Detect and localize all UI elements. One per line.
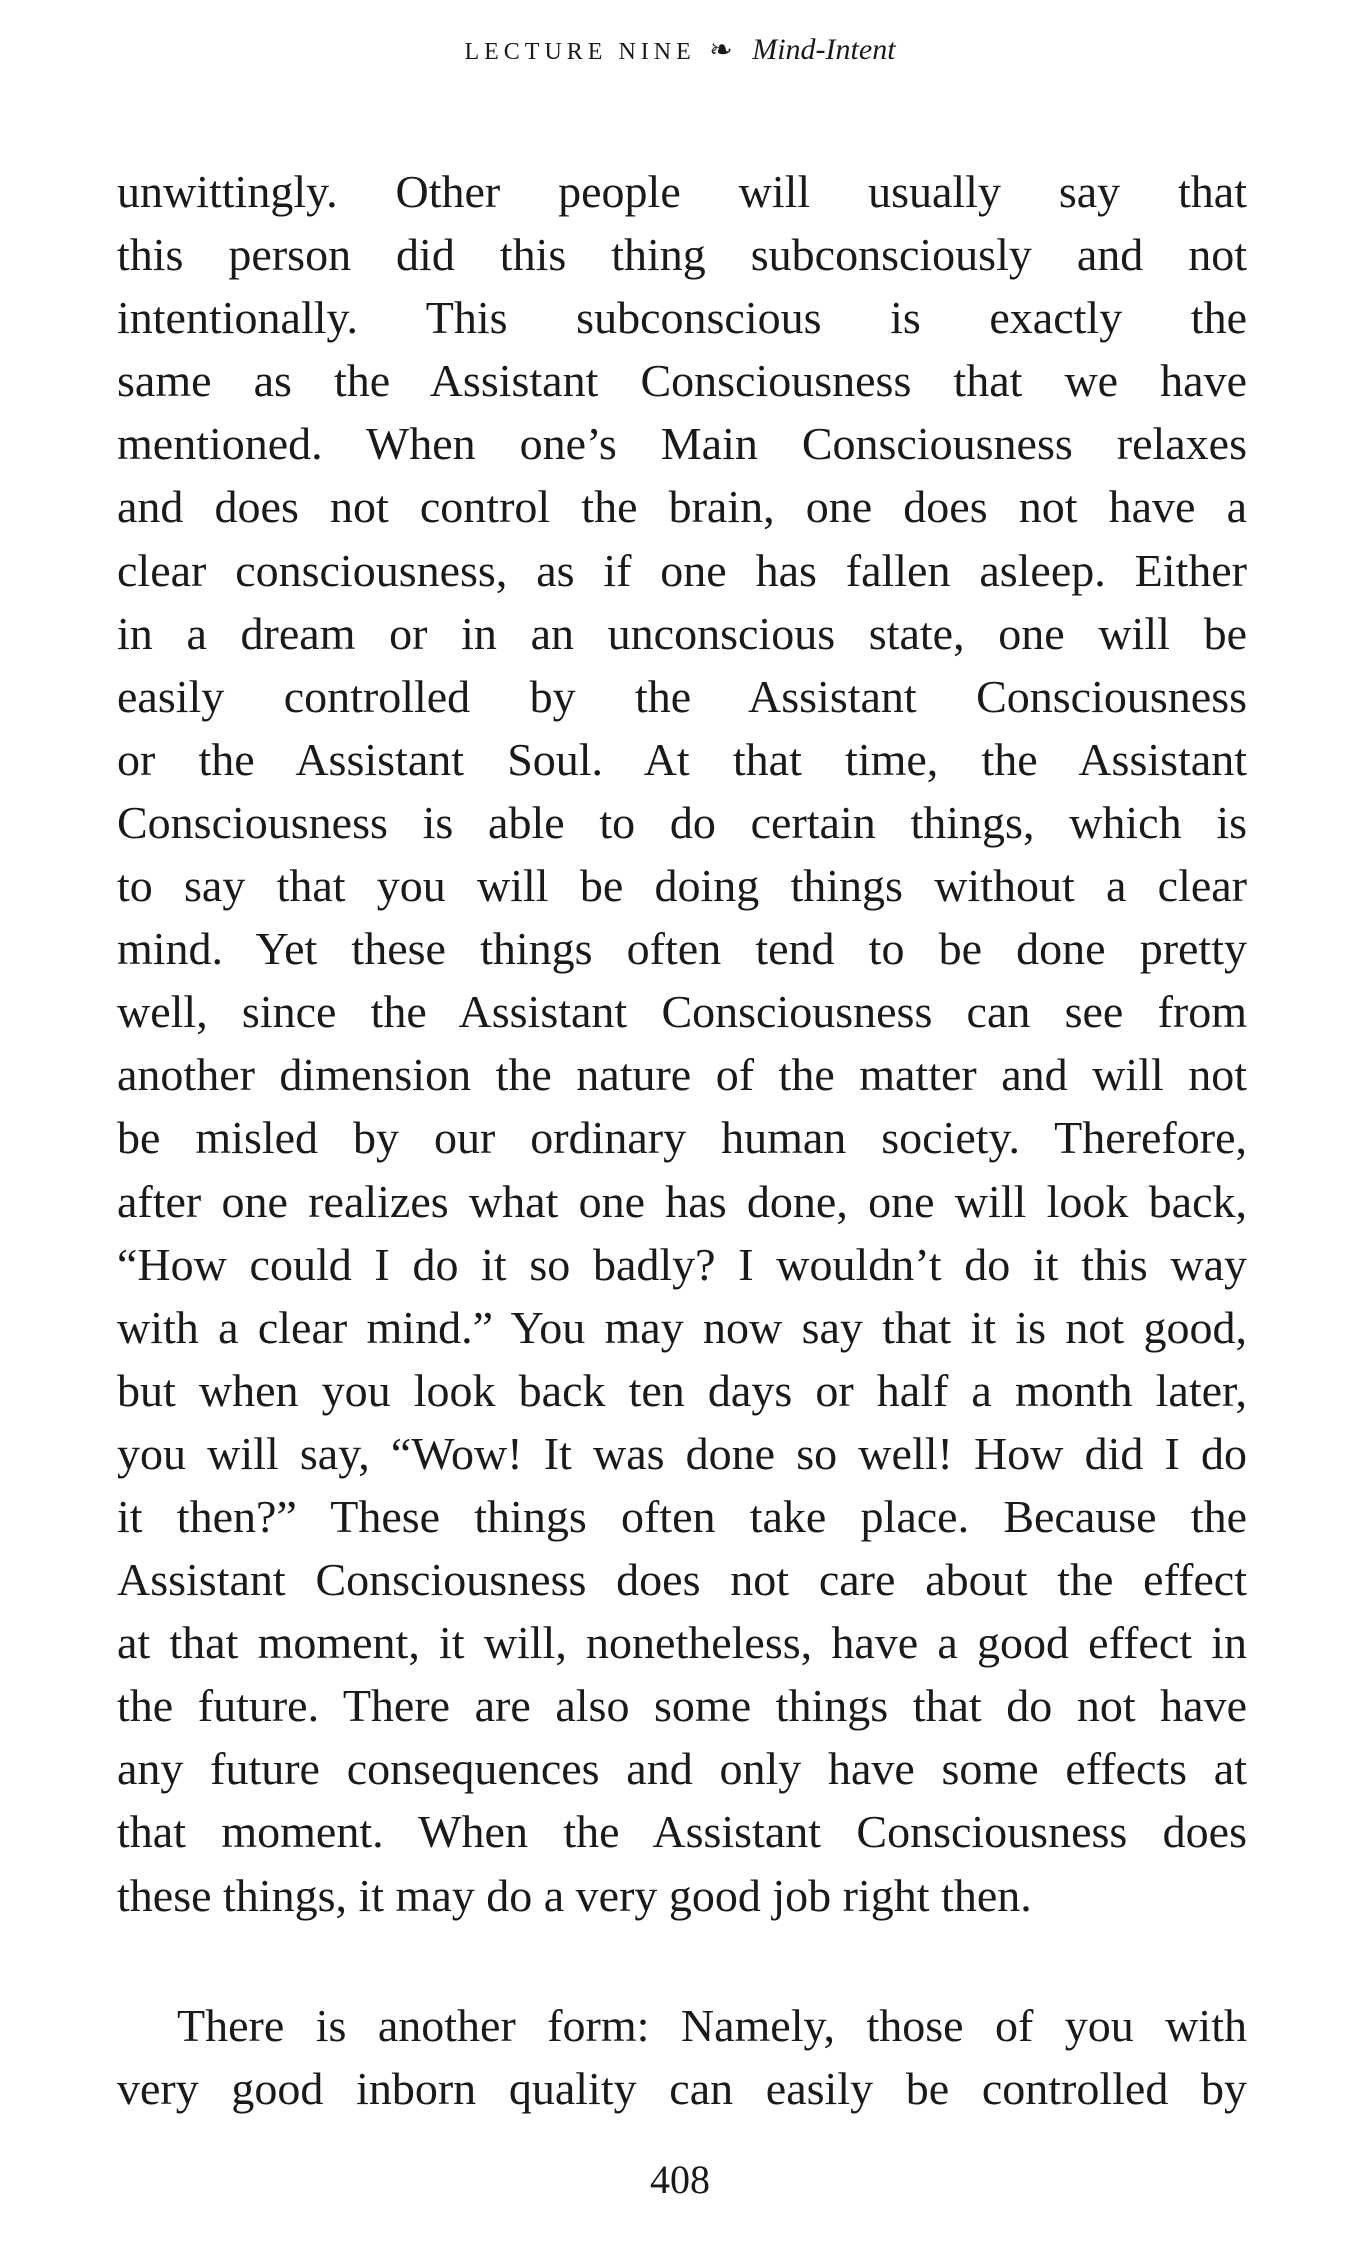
- paragraph-spacer: [117, 1927, 1247, 1994]
- text-line: There is another form: Namely, those of you with: [177, 1999, 1247, 2051]
- text-line: but when you look back ten days or half a month later,: [117, 1364, 1247, 1416]
- text-line: to say that you will be doing things without a clear: [117, 860, 1247, 912]
- text-line: “How could I do it so badly? I wouldn’t do it this way: [117, 1238, 1247, 1290]
- text-line: after one realizes what one has done, one will look back,: [117, 1175, 1247, 1227]
- text-line: in a dream or in an unconscious state, one will be: [117, 607, 1247, 659]
- text-line: Assistant Consciousness does not care about the effect: [117, 1554, 1247, 1606]
- text-line: very good inborn quality can easily be controlled by: [117, 2062, 1247, 2114]
- text-line: easily controlled by the Assistant Consciousness: [117, 670, 1247, 722]
- text-line: clear consciousness, as if one has fallen asleep. Either: [117, 544, 1247, 596]
- text-line: be misled by our ordinary human society. Therefore,: [117, 1112, 1247, 1164]
- text-line: unwittingly. Other people will usually say that: [117, 166, 1247, 217]
- text-line: and does not control the brain, one does not have a: [117, 481, 1247, 533]
- running-head-chapter: LECTURE NINE: [464, 39, 696, 65]
- fleuron-ornament-icon: ❧: [709, 35, 733, 66]
- paragraph-2: [117, 1994, 1247, 2120]
- text-line: that moment. When the Assistant Consciousness does: [117, 1806, 1247, 1858]
- text-line: intentionally. This subconscious is exactly the: [117, 292, 1247, 344]
- page-number: 408: [650, 2157, 710, 2202]
- text-line: it then?” These things often take place. Because the: [117, 1490, 1247, 1542]
- text-line: this person did this thing subconsciously and not: [117, 229, 1247, 281]
- text-line: mentioned. When one’s Main Consciousness relaxes: [117, 418, 1247, 470]
- text-line: any future consequences and only have some effects at: [117, 1743, 1247, 1795]
- paragraph-1: [117, 160, 1247, 1927]
- text-line: these things, it may do a very good job right then.: [117, 1869, 1032, 1921]
- text-line: with a clear mind.” You may now say that it is not good,: [117, 1301, 1247, 1353]
- text-line: or the Assistant Soul. At that time, the Assistant: [117, 733, 1247, 785]
- body-text: [117, 160, 1247, 2120]
- running-head: [0, 30, 1360, 72]
- text-line: another dimension the nature of the matter and will not: [117, 1049, 1247, 1101]
- text-line: same as the Assistant Consciousness that we have: [117, 355, 1247, 407]
- text-line: at that moment, it will, nonetheless, have a good effect in: [117, 1617, 1247, 1669]
- text-line: you will say, “Wow! It was done so well! How did I do: [117, 1427, 1247, 1479]
- text-line: well, since the Assistant Consciousness can see from: [117, 986, 1247, 1038]
- running-head-title: Mind-Intent: [752, 33, 896, 66]
- text-line: Consciousness is able to do certain things, which is: [117, 796, 1247, 848]
- text-line: the future. There are also some things that do not have: [117, 1680, 1247, 1732]
- text-line: mind. Yet these things often tend to be done pretty: [117, 923, 1247, 975]
